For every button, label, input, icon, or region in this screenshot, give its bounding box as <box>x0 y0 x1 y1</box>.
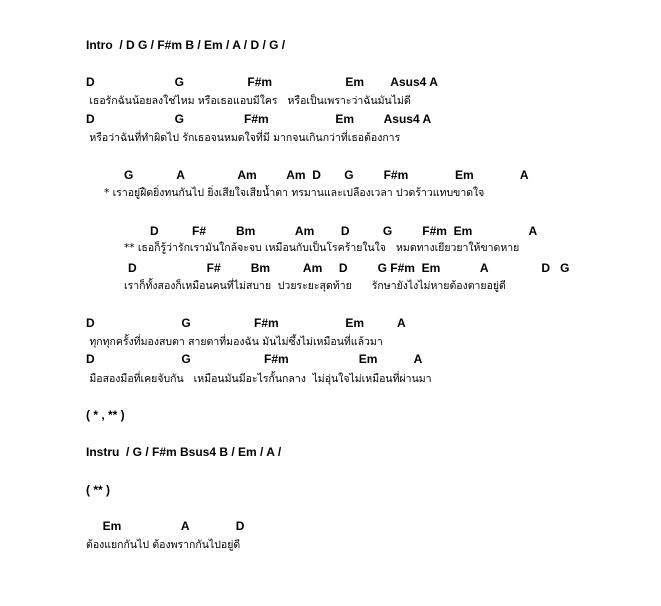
verse1-chords-1: D G F#m Em Asus4 A <box>86 75 438 89</box>
repeat-marker-1: ( * , ** ) <box>86 408 125 422</box>
verse2-chords-1: D G F#m Em A <box>86 316 406 330</box>
repeat-marker-2: ( ** ) <box>86 483 110 497</box>
verse1-lyric-1: เธอรักฉันน้อยลงใช่ไหม หรือเธอแอบมีใคร หรือเป็นเพราะว่าฉันมันไม่ดี <box>86 95 411 107</box>
verse1-lyric-2: หรือว่าฉันที่ทำผิดไป รักเธอจนหมดใจที่มี มากจนเกินกว่าที่เธอต้องการ <box>86 132 401 144</box>
verse2-lyric-1: ทุกทุกครั้งที่มองสบตา สายตาที่มองฉัน มันไม่ซึ้งไม่เหมือนที่แล้วมา <box>86 336 383 348</box>
instrumental-line: Instru / G / F#m Bsus4 B / Em / A / <box>86 445 282 459</box>
prechorus-lyric: * เราอยู่ฝืดยิ่งทนกันไป ยิ่งเสียใจเสียน้ำตา ทรมานและเปลืองเวลา ปวดร้าวแทบขาดใจ <box>104 187 485 199</box>
outro-lyric: ต้องแยกกันไป ต้องพรากกันไปอยู่ดี <box>86 539 241 551</box>
prechorus-chords: G A Am Am D G F#m Em A <box>124 168 529 182</box>
outro-chords: Em A D <box>86 519 245 533</box>
chorus-chords-1: D F# Bm Am D G F#m Em A <box>150 224 538 238</box>
verse1-chords-2: D G F#m Em Asus4 A <box>86 112 432 126</box>
chorus-lyric-1: ** เธอก็รู้ว่ารักเรามันใกล้จะจบ เหมือนกับเป็นโรคร้ายในใจ หมดทางเยียวยาให้ขาดหาย <box>124 242 520 254</box>
chorus-chords-2: D F# Bm Am D G F#m Em A D G <box>128 261 570 275</box>
intro-line: Intro / D G / F#m B / Em / A / D / G / <box>86 38 286 52</box>
verse2-lyric-2: มือสองมือที่เคยจับกัน เหมือนมันมีอะไรกั้นกลาง ไม่อุ่นใจไม่เหมือนที่ผ่านมา <box>86 373 432 385</box>
chorus-lyric-2: เราก็ทั้งสองก็เหมือนคนที่ไม่สบาย ปวยระยะสุดท้าย รักษายังไงไม่หายต้องตายอยู่ดี <box>124 280 506 292</box>
verse2-chords-2: D G F#m Em A <box>86 352 423 366</box>
